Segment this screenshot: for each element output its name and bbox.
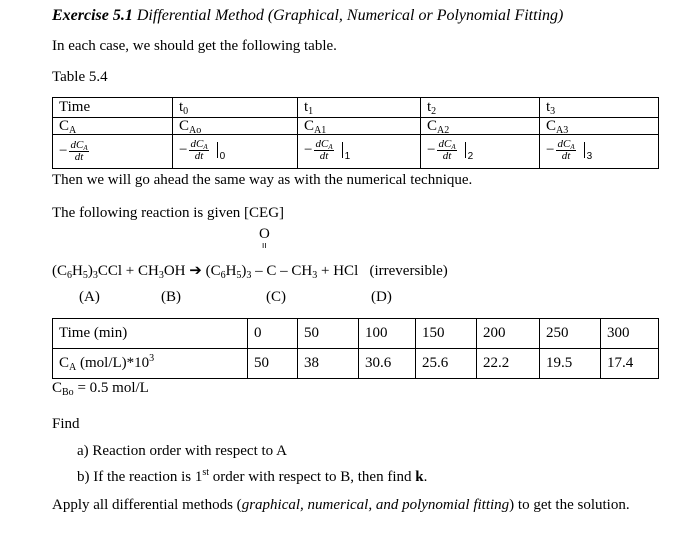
numerator-subscript: A — [451, 142, 456, 151]
denominator: dt — [319, 149, 329, 162]
qb-pre: b) If the reaction is 1 — [77, 469, 203, 485]
minus-sign: − — [179, 141, 188, 158]
qb-end: . — [423, 469, 428, 485]
cbo-subscript: Bo — [62, 387, 74, 398]
conc-value: 30.6 — [359, 349, 416, 379]
formula-text: H — [225, 263, 237, 279]
qb-sup: st — [202, 467, 210, 478]
derivative-row — [53, 135, 659, 169]
cell-symbol: C — [427, 117, 438, 134]
label-c: (C) — [266, 289, 286, 305]
exercise-subtitle: Differential Method (Graphical, Numerical or Polynomial Fitting) — [132, 7, 564, 24]
concentration-row — [53, 349, 659, 379]
numerator-text: dC — [438, 137, 452, 150]
c-units: (mol/L)*10 — [76, 355, 150, 371]
formula-subscript: 5 — [82, 270, 88, 281]
evaluation-bar — [584, 142, 585, 158]
concentration-row — [53, 118, 659, 135]
formula-subscript: 5 — [236, 270, 242, 281]
formula-text: CCl + CH — [97, 263, 159, 279]
time-value: 200 — [477, 319, 540, 349]
formula-subscript: 6 — [220, 270, 226, 281]
formula-text: (C — [201, 263, 221, 279]
denominator: dt — [442, 149, 452, 162]
cell-subscript: 1 — [308, 106, 314, 117]
intro-text: In each case, we should get the following table. — [52, 38, 337, 54]
formula-text: ) — [87, 263, 93, 279]
conc-value: 17.4 — [601, 349, 659, 379]
numerator-text: dC — [70, 139, 84, 151]
cell-subscript: 0 — [183, 106, 189, 117]
table-cell — [173, 98, 298, 118]
cell-symbol: C — [304, 117, 315, 134]
cell-symbol: C — [179, 117, 190, 134]
cbo-value — [52, 380, 149, 397]
double-bond: ıı — [261, 240, 267, 250]
minus-sign: − — [427, 141, 436, 158]
time-header: Time (min) — [53, 319, 248, 349]
cell-symbol: t — [179, 99, 184, 115]
formula-text: + HCl (irreversible) — [317, 263, 448, 279]
time-value: 300 — [601, 319, 659, 349]
denominator: dt — [194, 149, 204, 162]
table-caption: Table 5.4 — [52, 69, 108, 85]
reaction-equation — [52, 261, 448, 280]
data-table — [52, 318, 659, 379]
derivative-cell — [53, 135, 173, 169]
evaluation-index: 0 — [219, 151, 226, 163]
formula-text: (C — [52, 263, 67, 279]
denominator: dt — [561, 149, 571, 162]
fraction — [556, 139, 575, 162]
cell-symbol: t — [304, 99, 309, 115]
apply-end: ) to get the solution. — [509, 497, 630, 513]
formula-subscript: 3 — [158, 270, 164, 281]
apply-pre: Apply all differential methods ( — [52, 497, 242, 513]
formula-subscript: 3 — [312, 270, 318, 281]
cell-symbol: t — [546, 99, 551, 115]
apply-methods: graphical, numerical, and polynomial fitting — [241, 497, 510, 513]
cell-symbol: t — [427, 99, 432, 115]
table-cell — [173, 118, 298, 135]
derivative-cell — [173, 135, 298, 169]
evaluation-bar — [342, 142, 343, 158]
cell-subscript: A1 — [314, 124, 327, 136]
table-cell — [53, 98, 173, 118]
question-a: a) Reaction order with respect to A — [77, 443, 287, 459]
formula-text: ) — [241, 263, 247, 279]
cell-subscript: A3 — [556, 124, 569, 136]
evaluation-bar — [465, 142, 466, 158]
cbo-symbol: C — [52, 380, 63, 396]
label-a: (A) — [79, 289, 100, 305]
numerator — [314, 139, 333, 151]
cell-symbol: C — [546, 117, 557, 134]
conc-value: 50 — [248, 349, 298, 379]
exercise-title — [52, 7, 563, 25]
table-cell — [53, 118, 173, 135]
fraction — [314, 139, 333, 162]
formula-subscript: 6 — [67, 270, 72, 281]
exercise-number: Exercise 5.1 — [52, 7, 133, 24]
formula-subscript: 3 — [92, 270, 98, 281]
numerator-text: dC — [315, 137, 329, 150]
table-cell — [421, 98, 540, 118]
cell-subscript: A2 — [437, 124, 450, 136]
then-text: Then we will go ahead the same way as with the numerical technique. — [52, 172, 473, 188]
table-cell — [540, 118, 659, 135]
time-value: 0 — [248, 319, 298, 349]
time-value: 100 — [359, 319, 416, 349]
table-cell — [540, 98, 659, 118]
qb-mid: order with respect to B, then find — [209, 469, 416, 485]
time-value: 50 — [298, 319, 359, 349]
c-exponent: 3 — [149, 353, 155, 364]
conc-value: 19.5 — [540, 349, 601, 379]
fraction — [69, 140, 88, 163]
question-b — [77, 469, 427, 486]
carbonyl-group — [259, 226, 270, 251]
time-value: 150 — [416, 319, 477, 349]
numerator-text: dC — [190, 137, 204, 150]
cell-subscript: A — [69, 124, 77, 136]
cell-symbol: C — [59, 117, 70, 134]
cbo-text: = 0.5 mol/L — [73, 380, 149, 396]
evaluation-index: 3 — [586, 151, 593, 163]
evaluation-bar — [217, 142, 218, 158]
formula-text: H — [72, 263, 83, 279]
evaluation-index: 2 — [467, 151, 474, 163]
concentration-header — [53, 349, 248, 379]
qb-k: k — [415, 469, 424, 485]
formula-subscript: 3 — [246, 270, 252, 281]
cell-subscript: 2 — [431, 106, 437, 117]
find-heading: Find — [52, 416, 80, 432]
cell-symbol: Time — [59, 99, 91, 115]
numerator-text: dC — [557, 137, 571, 150]
apply-text — [52, 497, 630, 514]
label-b: (B) — [161, 289, 181, 305]
minus-sign: − — [304, 141, 313, 158]
formula-text: – C – CH — [251, 263, 313, 279]
c-subscript: A — [69, 362, 77, 373]
derivative-cell — [421, 135, 540, 169]
table-cell — [298, 118, 421, 135]
fraction — [437, 139, 456, 162]
c-symbol: C — [59, 355, 70, 371]
cell-subscript: Ao — [189, 124, 202, 136]
time-row — [53, 319, 659, 349]
numerator — [189, 139, 208, 151]
table-5-4 — [52, 97, 659, 169]
numerator — [437, 139, 456, 151]
label-d: (D) — [371, 289, 392, 305]
conc-value: 38 — [298, 349, 359, 379]
minus-sign: − — [59, 143, 68, 159]
time-row — [53, 98, 659, 118]
numerator — [556, 139, 575, 151]
numerator-subscript: A — [203, 142, 208, 151]
denominator: dt — [74, 151, 84, 163]
table-cell — [421, 118, 540, 135]
reaction-intro: The following reaction is given [CEG] — [52, 205, 285, 221]
oxygen-label: O — [259, 226, 270, 242]
numerator-subscript: A — [83, 144, 88, 152]
derivative-cell — [298, 135, 421, 169]
formula-text: ➔ — [189, 263, 202, 279]
conc-value: 22.2 — [477, 349, 540, 379]
table-cell — [298, 98, 421, 118]
time-value: 250 — [540, 319, 601, 349]
cell-subscript: 3 — [550, 106, 556, 117]
formula-text: OH — [163, 263, 190, 279]
evaluation-index: 1 — [344, 151, 351, 163]
conc-value: 25.6 — [416, 349, 477, 379]
fraction — [189, 139, 208, 162]
numerator-subscript: A — [328, 142, 333, 151]
numerator-subscript: A — [570, 142, 575, 151]
minus-sign: − — [546, 141, 555, 158]
derivative-cell — [540, 135, 659, 169]
